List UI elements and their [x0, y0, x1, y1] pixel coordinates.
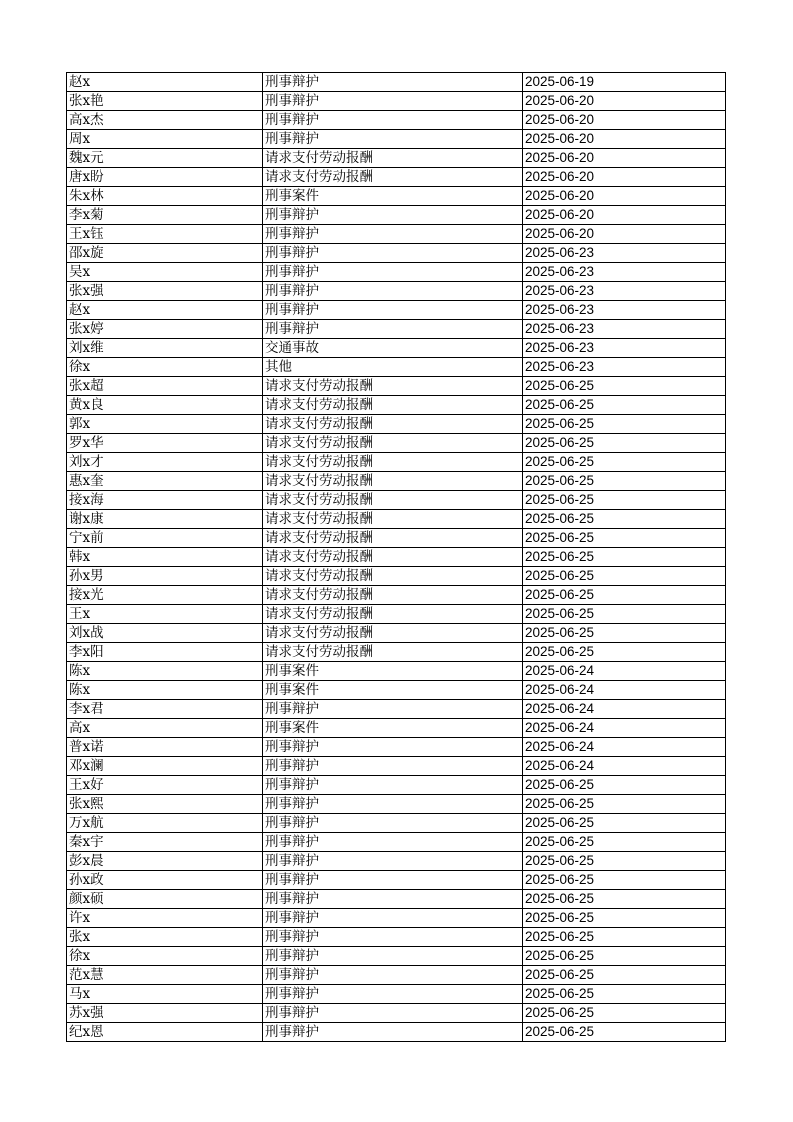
- table-row: [67, 225, 726, 244]
- case-type-cell: 刑事辩护: [263, 928, 523, 947]
- case-type-cell: 请求支付劳动报酬: [263, 548, 523, 567]
- date-cell: 2025-06-25: [523, 567, 726, 586]
- client-name-cell: 惠x奎: [67, 472, 263, 491]
- client-name-cell: 秦x宇: [67, 833, 263, 852]
- client-name-cell: 颜x硕: [67, 890, 263, 909]
- date-cell: 2025-06-24: [523, 681, 726, 700]
- table-row: [67, 852, 726, 871]
- table-row: [67, 643, 726, 662]
- date-cell: 2025-06-20: [523, 111, 726, 130]
- client-name-cell: 邓x澜: [67, 757, 263, 776]
- table-row: [67, 415, 726, 434]
- table-row: [67, 776, 726, 795]
- case-type-cell: 请求支付劳动报酬: [263, 434, 523, 453]
- client-name-cell: 宁x前: [67, 529, 263, 548]
- date-cell: 2025-06-20: [523, 225, 726, 244]
- client-name-cell: 普x诺: [67, 738, 263, 757]
- case-type-cell: 刑事辩护: [263, 130, 523, 149]
- table-row: [67, 130, 726, 149]
- client-name-cell: 张x熙: [67, 795, 263, 814]
- case-type-cell: 请求支付劳动报酬: [263, 396, 523, 415]
- date-cell: 2025-06-23: [523, 301, 726, 320]
- client-name-cell: 高x: [67, 719, 263, 738]
- date-cell: 2025-06-23: [523, 358, 726, 377]
- case-type-cell: 刑事辩护: [263, 909, 523, 928]
- case-type-cell: 刑事辩护: [263, 244, 523, 263]
- date-cell: 2025-06-25: [523, 377, 726, 396]
- client-name-cell: 黄x良: [67, 396, 263, 415]
- table-row: [67, 567, 726, 586]
- client-name-cell: 陈x: [67, 681, 263, 700]
- case-type-cell: 刑事辩护: [263, 263, 523, 282]
- date-cell: 2025-06-25: [523, 491, 726, 510]
- case-type-cell: 刑事辩护: [263, 73, 523, 92]
- client-name-cell: 马x: [67, 985, 263, 1004]
- case-type-cell: 刑事辩护: [263, 795, 523, 814]
- date-cell: 2025-06-25: [523, 966, 726, 985]
- table-row: [67, 244, 726, 263]
- case-type-cell: 刑事辩护: [263, 814, 523, 833]
- case-type-cell: 刑事辩护: [263, 947, 523, 966]
- table-row: [67, 263, 726, 282]
- case-type-cell: 刑事辩护: [263, 852, 523, 871]
- client-name-cell: 周x: [67, 130, 263, 149]
- case-type-cell: 刑事辩护: [263, 966, 523, 985]
- case-type-cell: 刑事案件: [263, 719, 523, 738]
- table-row: [67, 890, 726, 909]
- case-type-cell: 请求支付劳动报酬: [263, 149, 523, 168]
- client-name-cell: 苏x强: [67, 1004, 263, 1023]
- table-row: [67, 1023, 726, 1042]
- date-cell: 2025-06-25: [523, 909, 726, 928]
- table-row: [67, 529, 726, 548]
- table-row: [67, 719, 726, 738]
- date-cell: 2025-06-23: [523, 320, 726, 339]
- client-name-cell: 纪x恩: [67, 1023, 263, 1042]
- case-type-cell: 请求支付劳动报酬: [263, 453, 523, 472]
- case-type-cell: 刑事辩护: [263, 225, 523, 244]
- client-name-cell: 张x超: [67, 377, 263, 396]
- client-name-cell: 张x强: [67, 282, 263, 301]
- date-cell: 2025-06-25: [523, 871, 726, 890]
- table-row: [67, 472, 726, 491]
- date-cell: 2025-06-23: [523, 244, 726, 263]
- client-name-cell: 张x艳: [67, 92, 263, 111]
- client-name-cell: 赵x: [67, 73, 263, 92]
- table-row: [67, 491, 726, 510]
- case-type-cell: 其他: [263, 358, 523, 377]
- case-type-cell: 交通事故: [263, 339, 523, 358]
- table-row: [67, 301, 726, 320]
- date-cell: 2025-06-25: [523, 396, 726, 415]
- date-cell: 2025-06-20: [523, 149, 726, 168]
- client-name-cell: 王x钰: [67, 225, 263, 244]
- date-cell: 2025-06-25: [523, 947, 726, 966]
- table-row: [67, 757, 726, 776]
- table-row: [67, 548, 726, 567]
- client-name-cell: 张x: [67, 928, 263, 947]
- case-type-cell: 请求支付劳动报酬: [263, 415, 523, 434]
- date-cell: 2025-06-23: [523, 339, 726, 358]
- table-row: [67, 871, 726, 890]
- case-type-cell: 刑事辩护: [263, 301, 523, 320]
- client-name-cell: 孙x男: [67, 567, 263, 586]
- client-name-cell: 李x君: [67, 700, 263, 719]
- client-name-cell: 李x菊: [67, 206, 263, 225]
- case-type-cell: 刑事辩护: [263, 738, 523, 757]
- client-name-cell: 范x慧: [67, 966, 263, 985]
- client-name-cell: 孙x政: [67, 871, 263, 890]
- client-name-cell: 徐x: [67, 358, 263, 377]
- table-row: [67, 605, 726, 624]
- client-name-cell: 接x海: [67, 491, 263, 510]
- date-cell: 2025-06-25: [523, 415, 726, 434]
- client-name-cell: 朱x林: [67, 187, 263, 206]
- table-row: [67, 73, 726, 92]
- case-type-cell: 请求支付劳动报酬: [263, 491, 523, 510]
- date-cell: 2025-06-23: [523, 263, 726, 282]
- case-type-cell: 请求支付劳动报酬: [263, 510, 523, 529]
- client-name-cell: 许x: [67, 909, 263, 928]
- date-cell: 2025-06-24: [523, 719, 726, 738]
- table-row: [67, 624, 726, 643]
- date-cell: 2025-06-25: [523, 643, 726, 662]
- case-type-cell: 刑事案件: [263, 187, 523, 206]
- date-cell: 2025-06-19: [523, 73, 726, 92]
- client-name-cell: 徐x: [67, 947, 263, 966]
- case-table: [66, 72, 726, 1042]
- client-name-cell: 高x杰: [67, 111, 263, 130]
- table-row: [67, 377, 726, 396]
- case-type-cell: 刑事辩护: [263, 833, 523, 852]
- table-row: [67, 149, 726, 168]
- table-row: [67, 206, 726, 225]
- table-row: [67, 92, 726, 111]
- table-row: [67, 396, 726, 415]
- date-cell: 2025-06-25: [523, 548, 726, 567]
- case-type-cell: 刑事辩护: [263, 206, 523, 225]
- date-cell: 2025-06-20: [523, 206, 726, 225]
- client-name-cell: 万x航: [67, 814, 263, 833]
- case-type-cell: 刑事辩护: [263, 757, 523, 776]
- case-type-cell: 刑事辩护: [263, 700, 523, 719]
- case-type-cell: 刑事案件: [263, 681, 523, 700]
- case-type-cell: 刑事辩护: [263, 890, 523, 909]
- case-type-cell: 请求支付劳动报酬: [263, 377, 523, 396]
- table-row: [67, 586, 726, 605]
- date-cell: 2025-06-20: [523, 187, 726, 206]
- client-name-cell: 张x婷: [67, 320, 263, 339]
- date-cell: 2025-06-25: [523, 795, 726, 814]
- table-row: [67, 928, 726, 947]
- date-cell: 2025-06-24: [523, 662, 726, 681]
- table-row: [67, 814, 726, 833]
- date-cell: 2025-06-25: [523, 624, 726, 643]
- case-type-cell: 请求支付劳动报酬: [263, 643, 523, 662]
- case-type-cell: 刑事辩护: [263, 1023, 523, 1042]
- date-cell: 2025-06-25: [523, 814, 726, 833]
- table-row: [67, 282, 726, 301]
- date-cell: 2025-06-25: [523, 985, 726, 1004]
- client-name-cell: 王x: [67, 605, 263, 624]
- client-name-cell: 刘x战: [67, 624, 263, 643]
- table-row: [67, 187, 726, 206]
- case-type-cell: 请求支付劳动报酬: [263, 586, 523, 605]
- case-type-cell: 请求支付劳动报酬: [263, 624, 523, 643]
- table-row: [67, 985, 726, 1004]
- client-name-cell: 刘x才: [67, 453, 263, 472]
- client-name-cell: 吴x: [67, 263, 263, 282]
- date-cell: 2025-06-25: [523, 776, 726, 795]
- date-cell: 2025-06-25: [523, 453, 726, 472]
- case-type-cell: 刑事辩护: [263, 871, 523, 890]
- date-cell: 2025-06-25: [523, 1023, 726, 1042]
- date-cell: 2025-06-25: [523, 890, 726, 909]
- case-type-cell: 请求支付劳动报酬: [263, 567, 523, 586]
- date-cell: 2025-06-20: [523, 92, 726, 111]
- table-row: [67, 833, 726, 852]
- table-row: [67, 681, 726, 700]
- date-cell: 2025-06-20: [523, 130, 726, 149]
- client-name-cell: 刘x维: [67, 339, 263, 358]
- date-cell: 2025-06-25: [523, 510, 726, 529]
- client-name-cell: 赵x: [67, 301, 263, 320]
- table-row: [67, 947, 726, 966]
- date-cell: 2025-06-24: [523, 700, 726, 719]
- case-type-cell: 刑事辩护: [263, 111, 523, 130]
- client-name-cell: 王x好: [67, 776, 263, 795]
- case-type-cell: 刑事辩护: [263, 776, 523, 795]
- client-name-cell: 李x阳: [67, 643, 263, 662]
- table-row: [67, 510, 726, 529]
- table-row: [67, 320, 726, 339]
- client-name-cell: 邵x旋: [67, 244, 263, 263]
- date-cell: 2025-06-25: [523, 586, 726, 605]
- table-row: [67, 434, 726, 453]
- date-cell: 2025-06-25: [523, 529, 726, 548]
- case-type-cell: 刑事辩护: [263, 1004, 523, 1023]
- client-name-cell: 魏x元: [67, 149, 263, 168]
- table-row: [67, 339, 726, 358]
- date-cell: 2025-06-25: [523, 852, 726, 871]
- date-cell: 2025-06-25: [523, 605, 726, 624]
- case-type-cell: 请求支付劳动报酬: [263, 472, 523, 491]
- client-name-cell: 陈x: [67, 662, 263, 681]
- date-cell: 2025-06-25: [523, 833, 726, 852]
- client-name-cell: 郭x: [67, 415, 263, 434]
- table-row: [67, 738, 726, 757]
- table-row: [67, 662, 726, 681]
- client-name-cell: 唐x盼: [67, 168, 263, 187]
- table-row: [67, 795, 726, 814]
- client-name-cell: 韩x: [67, 548, 263, 567]
- table-row: [67, 358, 726, 377]
- table-row: [67, 700, 726, 719]
- date-cell: 2025-06-24: [523, 757, 726, 776]
- case-type-cell: 刑事辩护: [263, 985, 523, 1004]
- date-cell: 2025-06-25: [523, 472, 726, 491]
- date-cell: 2025-06-25: [523, 1004, 726, 1023]
- case-type-cell: 刑事案件: [263, 662, 523, 681]
- case-table-body: [67, 73, 726, 1042]
- client-name-cell: 接x光: [67, 586, 263, 605]
- case-type-cell: 刑事辩护: [263, 320, 523, 339]
- date-cell: 2025-06-23: [523, 282, 726, 301]
- date-cell: 2025-06-20: [523, 168, 726, 187]
- case-type-cell: 刑事辩护: [263, 282, 523, 301]
- table-row: [67, 909, 726, 928]
- client-name-cell: 彭x晨: [67, 852, 263, 871]
- table-row: [67, 1004, 726, 1023]
- table-row: [67, 168, 726, 187]
- client-name-cell: 谢x康: [67, 510, 263, 529]
- case-type-cell: 请求支付劳动报酬: [263, 529, 523, 548]
- table-row: [67, 453, 726, 472]
- date-cell: 2025-06-25: [523, 434, 726, 453]
- case-type-cell: 请求支付劳动报酬: [263, 605, 523, 624]
- date-cell: 2025-06-25: [523, 928, 726, 947]
- case-type-cell: 请求支付劳动报酬: [263, 168, 523, 187]
- case-type-cell: 刑事辩护: [263, 92, 523, 111]
- table-row: [67, 966, 726, 985]
- date-cell: 2025-06-24: [523, 738, 726, 757]
- client-name-cell: 罗x华: [67, 434, 263, 453]
- table-row: [67, 111, 726, 130]
